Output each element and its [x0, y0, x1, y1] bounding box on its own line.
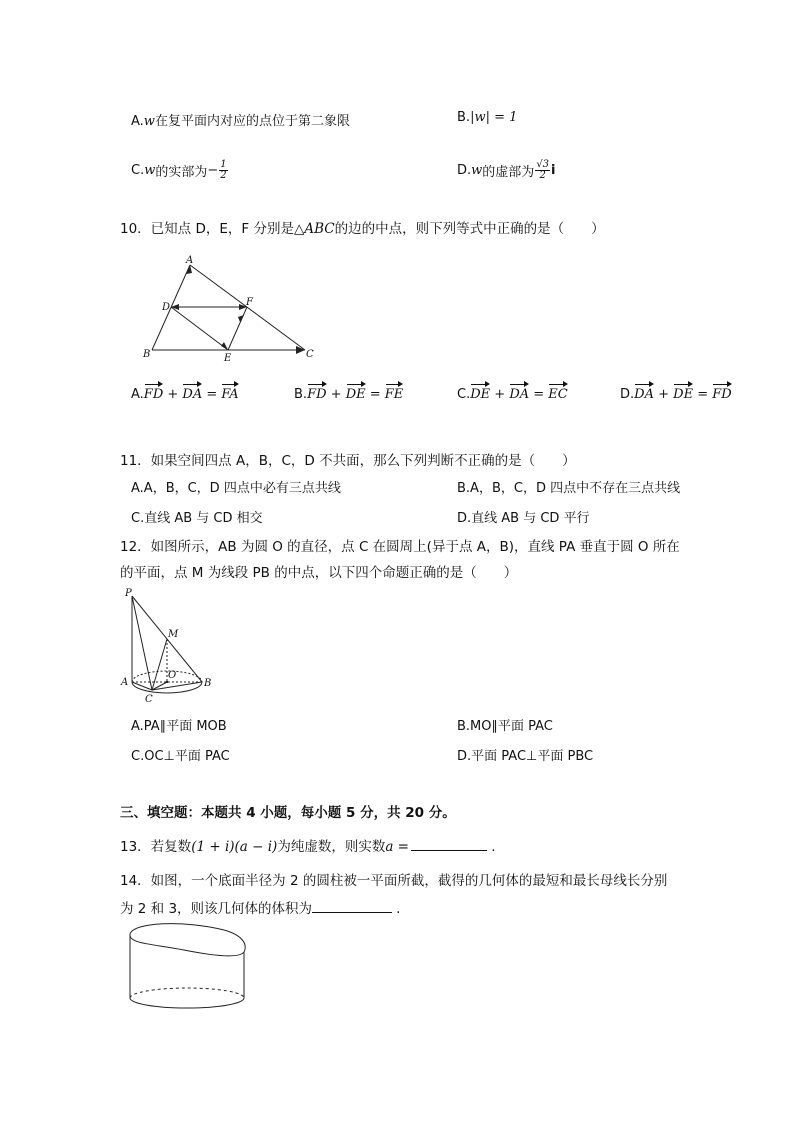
q13-stem: 13．若复数(1 + i)(a − i)为纯虚数，则实数a = . [120, 839, 496, 855]
q14-stem-line2: 为 2 和 3，则该几何体的体积为 . [120, 901, 401, 917]
segment-de [171, 307, 228, 350]
q12-option-b: B.MO∥平面 PAC [457, 719, 553, 734]
q14-answer-blank[interactable] [312, 912, 392, 913]
label-b: B [143, 349, 151, 360]
q11-option-a: A.A，B，C，D 四点中必有三点共线 [131, 481, 341, 496]
q10-option-b: B.FD + DE = FE [294, 387, 404, 402]
q13-answer-blank[interactable] [411, 850, 487, 851]
center-dot-o [166, 681, 168, 683]
q14-cylinder-figure [124, 918, 254, 1016]
label-c: C [306, 349, 314, 360]
q9-option-c: C. w 的实部为 − $\frac{1}{2}$ [131, 159, 227, 181]
q14-stem-line1: 14．如图，一个底面半径为 2 的圆柱被一平面所截，截得的几何体的最短和最长母线长分别 [120, 873, 668, 889]
q10-option-a: A.FD + DA = FA [131, 387, 239, 402]
label-m: M [168, 629, 179, 640]
q9-d-fraction: $\frac{√3}{2}$ [536, 159, 550, 181]
q10-option-d: D.DA + DE = FD [620, 387, 732, 402]
label-c: C [145, 694, 153, 705]
q10-option-c: C.DE + DA = EC [457, 387, 568, 402]
q12-stem-line1: 12．如图所示，AB 为圆 O 的直径，点 C 在圆周上(异于点 A，B)，直线 PA 垂直于圆 O 所在 [120, 539, 680, 555]
q9-c-fraction: $\frac{1}{2}$ [220, 159, 227, 181]
q11-option-d: D.直线 AB 与 CD 平行 [457, 511, 590, 526]
arrow-e [221, 342, 228, 350]
base-back-arc [130, 988, 244, 998]
q11-stem: 11．如果空间四点 A，B，C，D 不共面，那么下列判断不正确的是（ ） [120, 453, 576, 469]
label-o: O [168, 670, 177, 681]
q10-stem: 10．已知点 D，E，F 分别是△ABC的边的中点，则下列等式中正确的是（ ） [120, 221, 605, 237]
segment-pc [132, 596, 152, 690]
segment-fe [228, 307, 247, 350]
label-a: A [121, 677, 129, 688]
label-e: E [224, 353, 232, 364]
q12-stem-line2: 的平面，点 M 为线段 PB 的中点，以下四个命题正确的是（ ） [120, 565, 518, 581]
q12-cone-figure [118, 588, 218, 708]
q11-option-c: C.直线 AB 与 CD 相交 [131, 511, 263, 526]
base-front-arc [130, 998, 244, 1008]
q12-option-d: D.平面 PAC⊥平面 PBC [457, 749, 594, 764]
label-d: D [162, 302, 171, 313]
slanted-top-ellipse [130, 924, 245, 956]
label-b: B [204, 678, 212, 689]
q11-option-b: B.A，B，C，D 四点中不存在三点共线 [457, 481, 681, 496]
section-fill-in-heading: 三、填空题：本题共 4 小题，每小题 5 分，共 20 分。 [120, 805, 456, 821]
label-f: F [246, 297, 253, 308]
q9-option-b: B.|w| = 1 [457, 110, 518, 125]
q10-triangle-figure [140, 255, 330, 367]
label-a: A [186, 255, 194, 266]
q9-option-d: D. w 的虚部为 $\frac{√3}{2}$ i [457, 159, 556, 181]
label-p: P [125, 588, 132, 599]
q12-option-c: C.OC⊥平面 PAC [131, 749, 230, 764]
q12-option-a: A.PA∥平面 MOB [131, 719, 227, 734]
q9-option-a: A.w在复平面内对应的点位于第二象限 [131, 114, 350, 129]
